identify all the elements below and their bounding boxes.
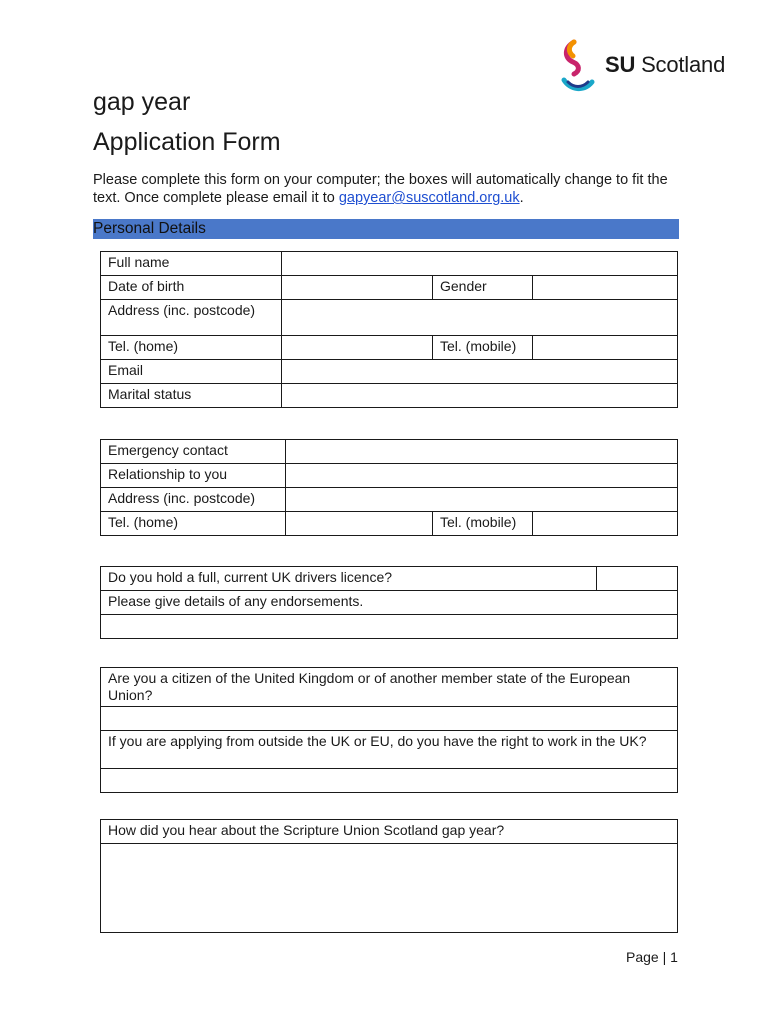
emergency-address-field[interactable] <box>286 488 678 512</box>
table-row <box>101 567 678 591</box>
label-emergency-contact: Emergency contact <box>101 440 286 464</box>
table-row <box>101 731 678 769</box>
logo-wordmark: SU Scotland <box>605 52 726 77</box>
table-row <box>101 512 678 536</box>
section-title: Personal Details <box>93 220 206 237</box>
endorsements-field[interactable] <box>101 615 678 639</box>
table-row <box>101 336 678 360</box>
table-row <box>101 464 678 488</box>
label-referral-question: How did you hear about the Scripture Union Scotland gap year? <box>101 820 678 844</box>
document-title: Application Form <box>93 128 281 156</box>
label-tel-mobile: Tel. (mobile) <box>433 336 533 360</box>
label-emergency-address: Address (inc. postcode) <box>101 488 286 512</box>
label-licence-question: Do you hold a full, current UK drivers licence? <box>101 567 597 591</box>
date-of-birth-field[interactable] <box>282 276 433 300</box>
emergency-contact-field[interactable] <box>286 440 678 464</box>
marital-status-field[interactable] <box>282 384 678 408</box>
emergency-tel-home-field[interactable] <box>286 512 433 536</box>
licence-table <box>100 566 678 639</box>
referral-answer-field[interactable] <box>101 844 678 933</box>
emergency-tel-mobile-field[interactable] <box>533 512 678 536</box>
tel-mobile-field[interactable] <box>533 336 678 360</box>
su-logo-mark-icon <box>560 38 600 96</box>
tel-home-field[interactable] <box>282 336 433 360</box>
referral-table <box>100 819 678 933</box>
intro-paragraph: Please complete this form on your computer; the boxes will automatically change to fit the text. Once complete please email it to gapyear@suscotland.org.uk. <box>93 172 668 206</box>
table-row <box>101 300 678 336</box>
label-address: Address (inc. postcode) <box>101 300 282 336</box>
table-row <box>101 844 678 933</box>
label-email: Email <box>101 360 282 384</box>
label-tel-home: Tel. (home) <box>101 336 282 360</box>
table-row <box>101 668 678 707</box>
table-row <box>101 360 678 384</box>
table-row <box>101 252 678 276</box>
table-row <box>101 440 678 464</box>
label-right-to-work-question: If you are applying from outside the UK or EU, do you have the right to work in the UK? <box>101 731 678 769</box>
table-row <box>101 820 678 844</box>
personal-details-table <box>100 251 678 408</box>
su-scotland-logo <box>560 38 745 96</box>
table-row <box>101 384 678 408</box>
document-subtitle: gap year <box>93 88 191 116</box>
page-number: Page | 1 <box>626 949 678 965</box>
table-row <box>101 488 678 512</box>
emergency-contact-table <box>100 439 678 536</box>
citizenship-table <box>100 667 678 793</box>
label-relationship: Relationship to you <box>101 464 286 488</box>
table-row <box>101 707 678 731</box>
gender-field[interactable] <box>533 276 678 300</box>
label-gender: Gender <box>433 276 533 300</box>
relationship-field[interactable] <box>286 464 678 488</box>
section-header-personal-details <box>93 219 679 239</box>
label-emergency-tel-home: Tel. (home) <box>101 512 286 536</box>
licence-answer-field[interactable] <box>597 567 678 591</box>
label-full-name: Full name <box>101 252 282 276</box>
address-field[interactable] <box>282 300 678 336</box>
table-row <box>101 276 678 300</box>
right-to-work-answer-field[interactable] <box>101 769 678 793</box>
full-name-field[interactable] <box>282 252 678 276</box>
citizen-answer-field[interactable] <box>101 707 678 731</box>
label-date-of-birth: Date of birth <box>101 276 282 300</box>
email-link[interactable]: gapyear@suscotland.org.uk <box>338 190 520 206</box>
table-row <box>101 769 678 793</box>
label-endorsements: Please give details of any endorsements. <box>101 591 678 615</box>
table-row <box>101 591 678 615</box>
table-row <box>101 615 678 639</box>
label-citizen-question: Are you a citizen of the United Kingdom or of another member state of the European Union? <box>101 668 678 707</box>
label-marital-status: Marital status <box>101 384 282 408</box>
label-emergency-tel-mobile: Tel. (mobile) <box>433 512 533 536</box>
email-field[interactable] <box>282 360 678 384</box>
